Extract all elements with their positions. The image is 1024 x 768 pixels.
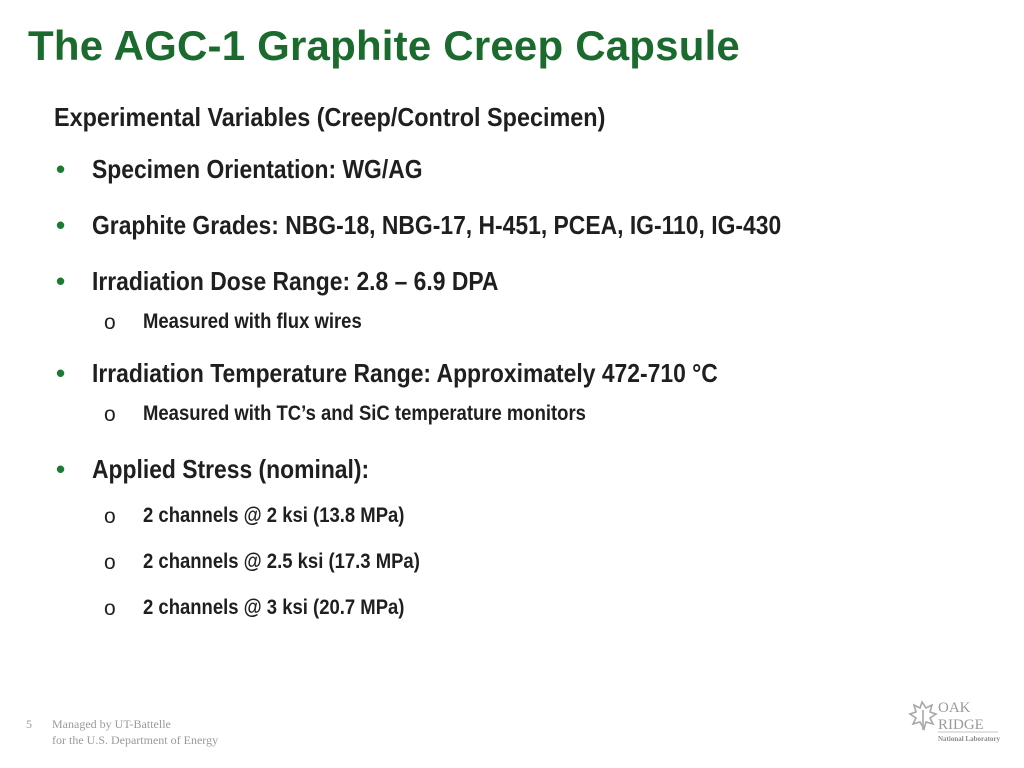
bullet-dot-icon: • xyxy=(56,266,66,296)
bullet-dot-icon: • xyxy=(56,454,66,484)
sub-bullet-stress-2-5ksi xyxy=(54,545,994,579)
bullet-dot-icon: • xyxy=(56,358,66,388)
circle-bullet-icon: o xyxy=(104,505,116,528)
bullet-dose-range xyxy=(54,261,994,301)
footer-line-managed-by: Managed by UT-Battelle xyxy=(52,717,171,731)
section-subheading: Experimental Variables (Creep/Control Specimen) xyxy=(54,102,606,132)
bullet-specimen-orientation xyxy=(54,149,994,189)
sub-bullet-flux-wires xyxy=(54,305,994,339)
slide-content xyxy=(54,97,994,625)
bullet-text: Irradiation Dose Range: 2.8 – 6.9 DPA xyxy=(92,266,499,296)
oak-ridge-logo xyxy=(908,696,1000,748)
sub-bullet-text: 2 channels @ 3 ksi (20.7 MPa) xyxy=(143,596,405,619)
oak-ridge-logo-graphic xyxy=(908,696,1000,748)
logo-word-oak: OAK xyxy=(938,700,971,716)
bullet-applied-stress xyxy=(54,449,994,489)
sub-bullet-text: 2 channels @ 2 ksi (13.8 MPa) xyxy=(143,504,405,527)
circle-bullet-icon: o xyxy=(104,311,116,334)
page-number: 5 xyxy=(26,717,32,731)
circle-bullet-icon: o xyxy=(104,597,116,620)
sub-bullet-text: 2 channels @ 2.5 ksi (17.3 MPa) xyxy=(143,550,420,573)
bullet-graphite-grades xyxy=(54,205,994,245)
bullet-text: Irradiation Temperature Range: Approximately 472-710 °C xyxy=(92,358,718,388)
bullet-text: Specimen Orientation: WG/AG xyxy=(92,154,423,184)
circle-bullet-icon: o xyxy=(104,551,116,574)
slide-title: The AGC-1 Graphite Creep Capsule xyxy=(28,22,740,69)
bullet-dot-icon: • xyxy=(56,154,66,184)
bullet-dot-icon: • xyxy=(56,210,66,240)
sub-bullet-stress-2ksi xyxy=(54,499,994,533)
sub-bullet-text: Measured with TC’s and SiC temperature monitors xyxy=(143,402,586,425)
sub-bullet-text: Measured with flux wires xyxy=(143,310,362,333)
sub-bullet-stress-3ksi xyxy=(54,591,994,625)
bullet-temperature-range xyxy=(54,353,994,393)
bullet-text: Applied Stress (nominal): xyxy=(92,454,370,484)
logo-subtitle: National Laboratory xyxy=(938,735,1000,743)
footer-line-department: for the U.S. Department of Energy xyxy=(52,733,219,747)
leaf-icon xyxy=(910,702,936,730)
bullet-text: Graphite Grades: NBG-18, NBG-17, H-451, PCEA, IG-110, IG-430 xyxy=(92,210,782,240)
circle-bullet-icon: o xyxy=(104,403,116,426)
sub-bullet-tc-monitors xyxy=(54,397,994,431)
logo-word-ridge: RIDGE xyxy=(938,717,984,733)
